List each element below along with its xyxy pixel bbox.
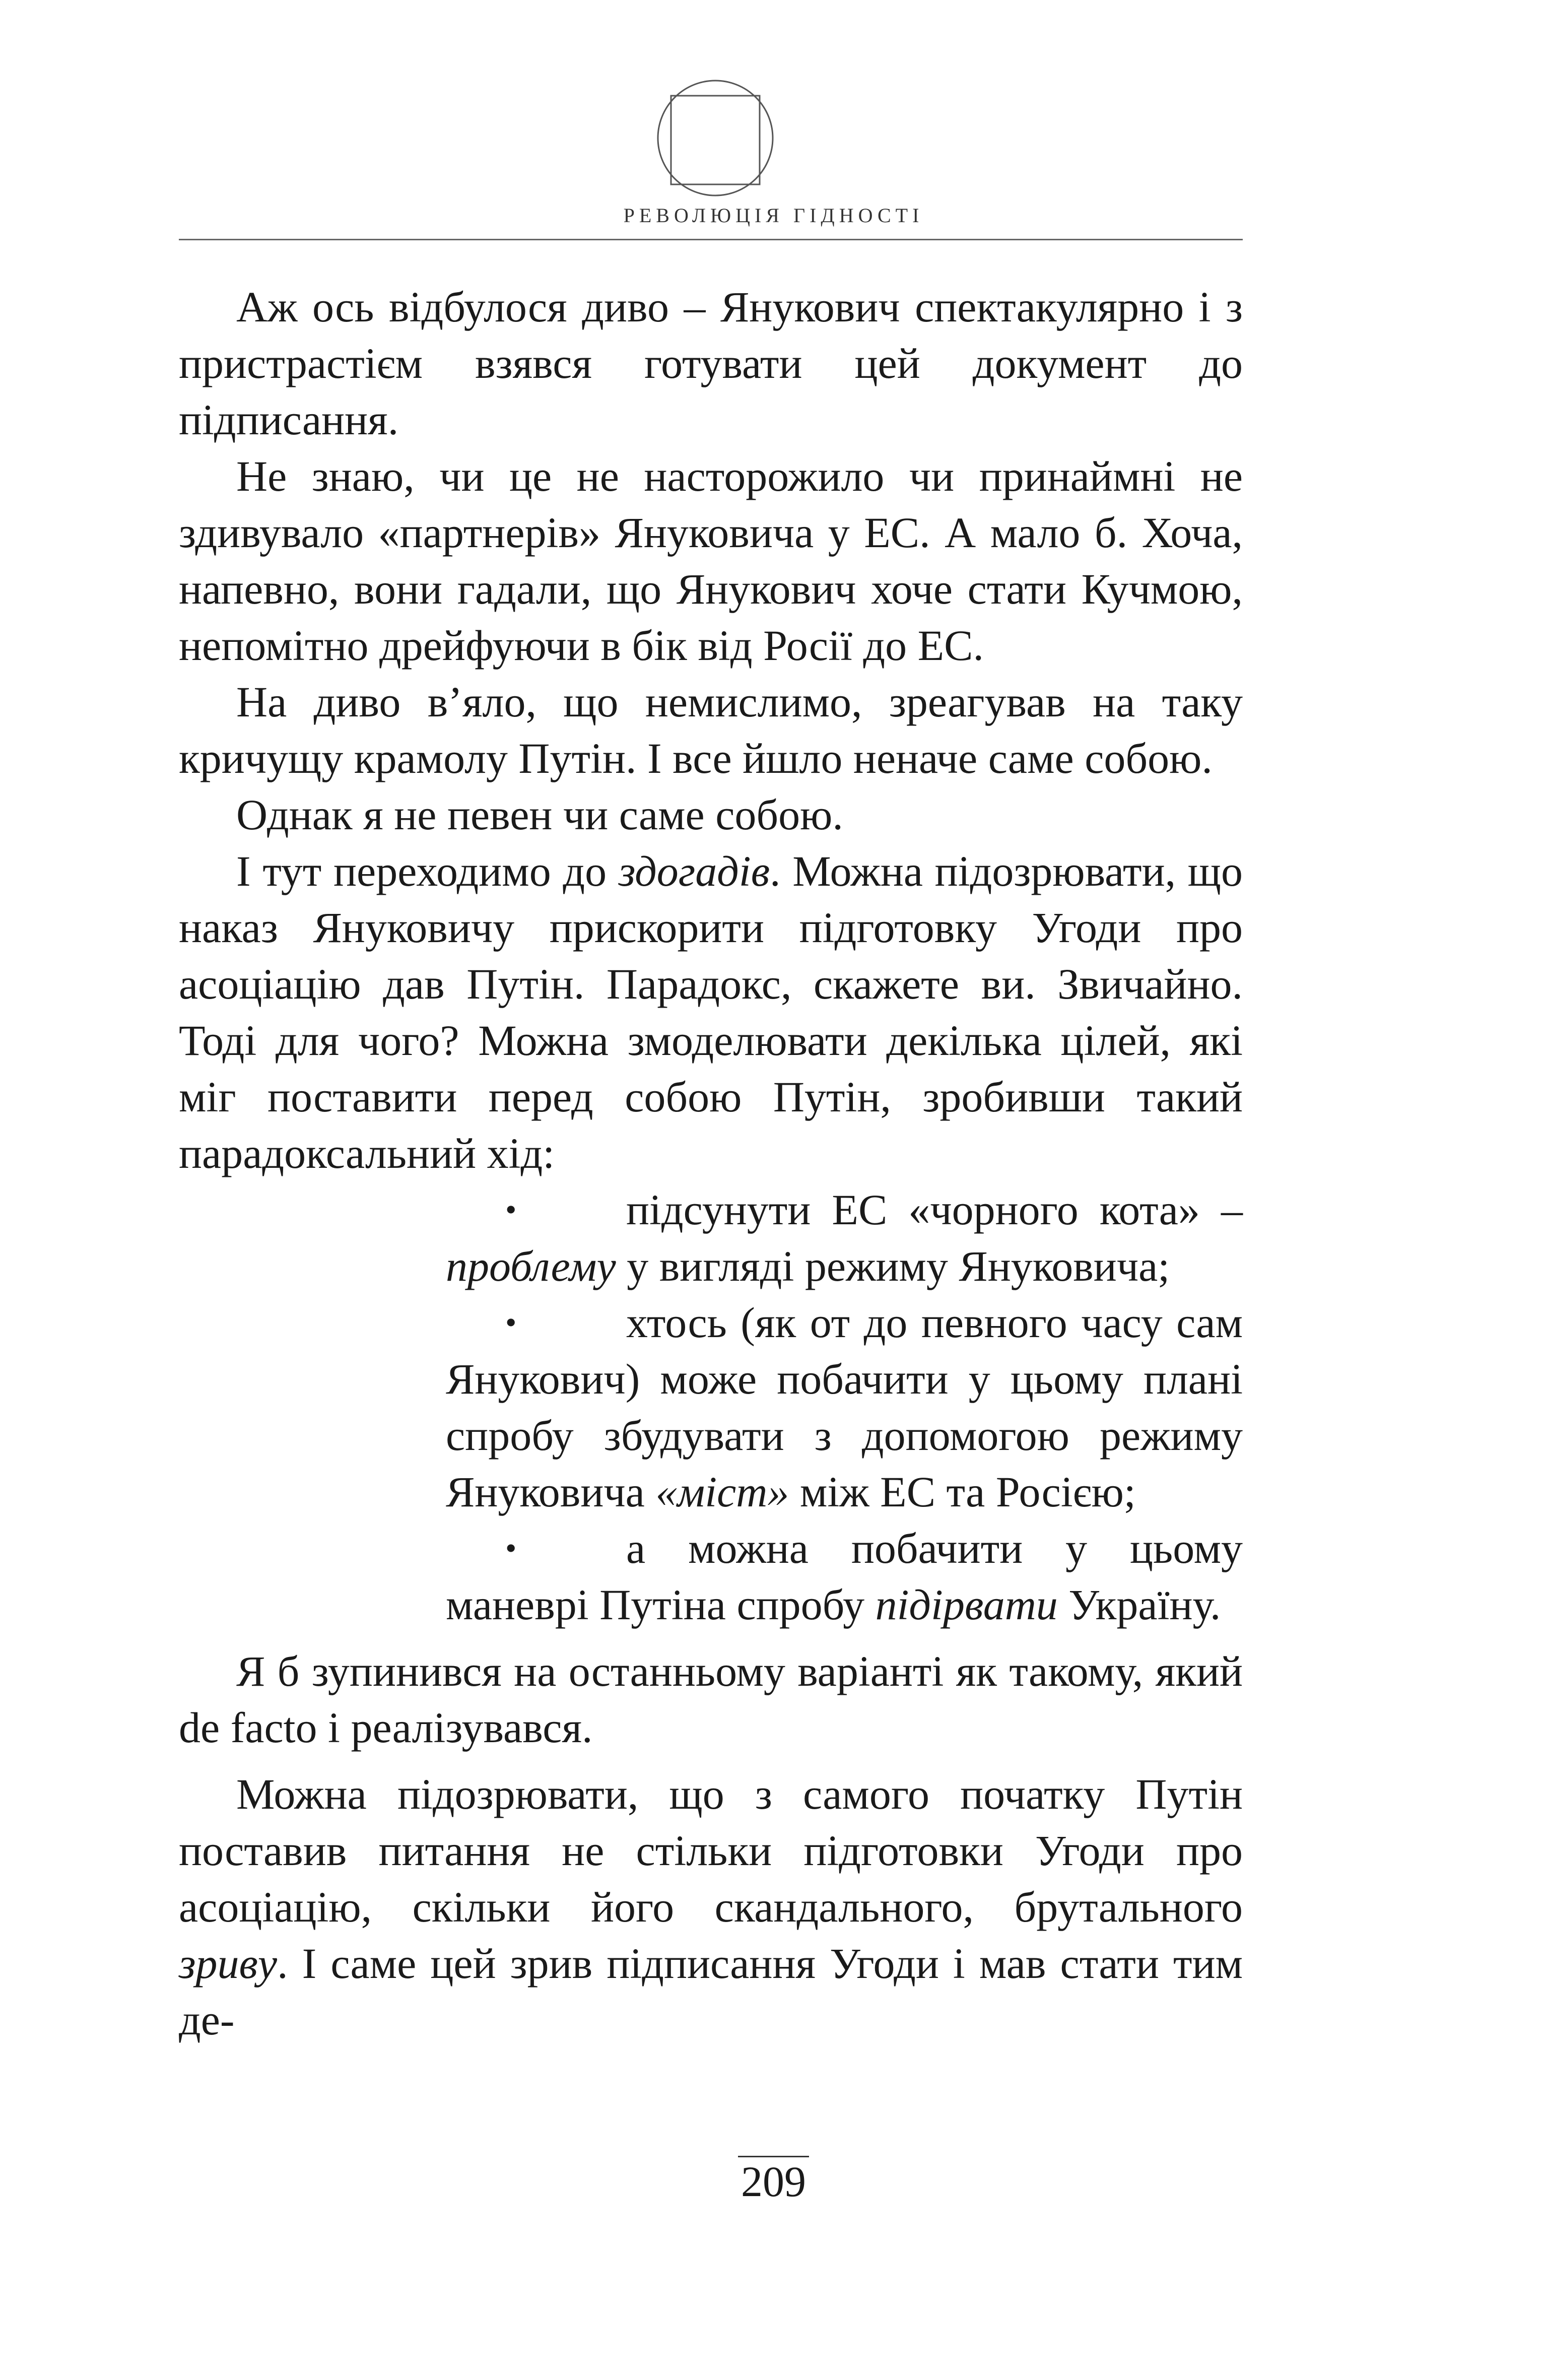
emphasis: підірвати [875,1580,1058,1629]
paragraph [179,1766,1243,2048]
emphasis: «міст» [655,1468,789,1516]
paragraph-text: І тут переходимо до [236,847,619,895]
page-body [179,279,1243,2048]
list-item-text: у вигляді режиму Януковича; [616,1242,1170,1290]
header-rule [179,239,1243,240]
list-item-text: Україну. [1057,1580,1221,1629]
paragraph-text: Можна підозрювати, що з самого початку Путін поставив питання не стільки підготовки Угоди про асоціацію, скільки його скандального, брутального [179,1770,1243,1931]
paragraph: Аж ось відбулося диво – Янукович спектакулярно і з пристрастієм взявся готувати цей документ до підписання. [179,283,1243,444]
running-header: РЕВОЛЮЦІЯ ГІДНОСТІ [623,204,924,227]
emphasis: проблему [446,1242,616,1290]
circle-square-emblem-icon [653,76,778,201]
paragraph [179,843,1243,1181]
list-item-text: хтось (як от до певного часу сам Янукович) може побачити у цьому плані спробу збудувати з допомогою режиму Януковича [446,1298,1243,1516]
paragraph: На диво в’яло, що немислимо, зреагував на таку кричущу крамолу Путін. І все йшло неначе саме собою. [179,678,1243,782]
page-number-value: 209 [738,2156,809,2206]
emphasis: зриву [179,1939,278,1988]
list-item-text: між ЕС та Росією; [789,1468,1136,1516]
paragraph: Не знаю, чи це не насторожило чи принаймні не здивувало «партнерів» Януковича у ЕС. А мало б. Хоча, напевно, вони гадали, що Янукович хоче стати Кучмою, непомітно дрейфуючи в бік від Росії до ЕС. [179,452,1243,670]
list-item-text: підсунути ЕС «чорного кота» – [626,1185,1243,1234]
list-item [446,1294,1243,1520]
list-item [446,1181,1243,1294]
bullet-icon: • [505,1192,517,1227]
paragraph: Однак я не певен чи саме собою. [236,790,843,839]
emphasis: здогадів [618,847,770,895]
page-number [0,2156,1547,2207]
list-item [446,1520,1243,1633]
paragraph-text: . І саме цей зрив підписання Угоди і мав стати тим де- [179,1939,1243,2044]
paragraph-text: . Можна підозрювати, що наказ Януковичу прискорити підготовку Угоди про асоціацію дав Путін. Парадокс, скажете ви. Звичайно. Тоді для чого? Можна змоделювати декілька цілей, які міг поставити перед собою Путін, зробивши такий парадоксальний хід: [179,847,1243,1177]
paragraph: Я б зупинився на останньому варіанті як такому, який de facto і реалізувався. [179,1647,1243,1752]
bullet-icon: • [505,1304,517,1340]
bullet-icon: • [505,1530,517,1566]
list-item-text: а можна побачити у цьому маневрі Путіна спробу [446,1524,1243,1629]
bullet-list [446,1181,1243,1633]
